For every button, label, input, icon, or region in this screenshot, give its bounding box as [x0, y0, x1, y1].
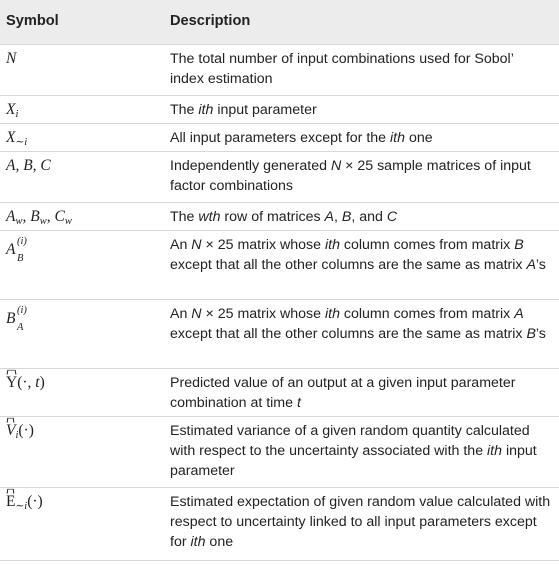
- description-cell: An N × 25 matrix whose ith column comes from matrix B except that all the other columns are the same as matrix A’s: [170, 236, 546, 273]
- table-row: [0, 416, 559, 487]
- description-cell: An N × 25 matrix whose ith column comes from matrix A except that all the other columns are the same as matrix B’s: [170, 305, 546, 342]
- description-cell: Estimated expectation of given random value calculated with respect to uncertainty linked to all input parameters except for ith one: [170, 493, 551, 550]
- symbol-v-hat: $V_i(\cdot)$: [6, 421, 34, 441]
- symbol-cell: [0, 151, 163, 202]
- symbol-cell: [0, 123, 163, 151]
- description-cell: The total number of input combinations used for Sobol’ index estimation: [170, 50, 514, 87]
- table-row: [0, 487, 559, 560]
- symbol-e-hat: $E_{\sim i}(\cdot)$: [6, 492, 43, 512]
- header-description: Description: [170, 12, 251, 29]
- table-row: [0, 368, 559, 416]
- table-row: [0, 230, 559, 299]
- symbol-cell: [0, 230, 163, 299]
- table-row: [0, 44, 559, 95]
- symbol-abc: A, B, C: [6, 156, 51, 174]
- symbol-cell: [0, 44, 163, 95]
- description-cell: The ith input parameter: [170, 101, 317, 118]
- description-cell: Predicted value of an output at a given input parameter combination at time t: [170, 374, 516, 411]
- symbol-a-b-i: A (i) B: [6, 235, 27, 264]
- symbol-cell: [0, 95, 163, 123]
- description-cell: The wth row of matrices A, B, and C: [170, 208, 398, 225]
- symbol-cell: [0, 202, 163, 230]
- table-header-row: [0, 0, 559, 44]
- description-cell: All input parameters except for the ith one: [170, 129, 433, 146]
- table-row: [0, 151, 559, 202]
- symbol-y-hat: Y(·, t): [6, 373, 45, 391]
- symbol-x-not-i: $X_{\sim i}$: [6, 128, 28, 148]
- symbol-cell: [0, 299, 163, 368]
- symbol-abc-w: $A_w$, $B_w$, $C_w$: [6, 207, 72, 227]
- symbol-x-i: $X_i$: [6, 100, 19, 120]
- symbol-n: N: [6, 49, 17, 67]
- symbol-cell: [0, 416, 163, 487]
- symbol-b-a-i: B (i) A: [6, 304, 27, 333]
- table-row: [0, 123, 559, 151]
- table-row: [0, 299, 559, 368]
- symbol-cell: [0, 368, 163, 416]
- table-row: [0, 95, 559, 123]
- description-cell: Estimated variance of a given random quantity calculated with respect to the uncertainty associated with the ith input parameter: [170, 422, 537, 479]
- table-row: [0, 202, 559, 230]
- header-symbol: Symbol: [6, 12, 59, 29]
- description-cell: Independently generated N × 25 sample matrices of input factor combinations: [170, 157, 531, 194]
- symbol-cell: [0, 487, 163, 560]
